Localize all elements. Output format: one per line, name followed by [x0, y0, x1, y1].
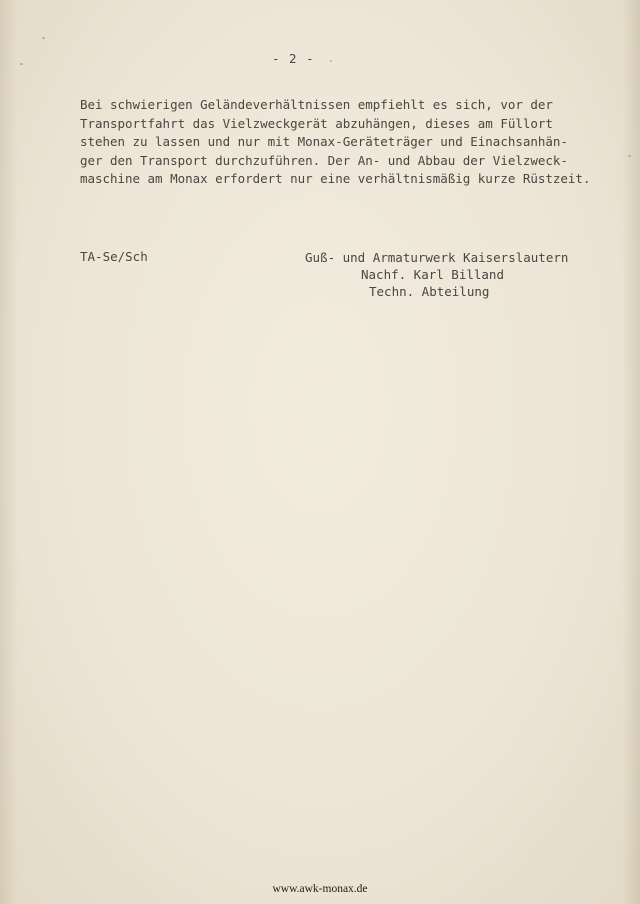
- paper-speck: [628, 155, 631, 157]
- body-paragraph: [80, 96, 625, 189]
- paper-speck: [20, 63, 23, 65]
- body-line: Bei schwierigen Geländeverhältnissen empfiehlt es sich, vor der: [80, 97, 553, 112]
- paper-edge-shadow-left: [0, 0, 18, 904]
- page-number: - 2 -: [272, 51, 315, 66]
- company-successor: Nachf. Karl Billand: [361, 267, 504, 282]
- reference-code: TA-Se/Sch: [80, 249, 148, 264]
- website-footer: www.awk-monax.de: [272, 883, 368, 895]
- paper-speck: [330, 60, 332, 62]
- signature-block: [305, 249, 605, 300]
- body-line: ger den Transport durchzuführen. Der An- und Abbau der Vielzweck-: [80, 152, 568, 168]
- body-line: maschine am Monax erfordert nur eine verhältnismäßig kurze Rüstzeit.: [80, 171, 591, 186]
- company-name: Guß- und Armaturwerk Kaiserslautern: [305, 250, 569, 265]
- body-line: Transportfahrt das Vielzweckgerät abzuhängen, dieses am Füllort: [80, 115, 553, 131]
- body-line: stehen zu lassen und nur mit Monax-Geräteträger und Einachsanhän-: [80, 134, 568, 149]
- paper-speck: [42, 37, 45, 39]
- department-name: Techn. Abteilung: [369, 284, 490, 299]
